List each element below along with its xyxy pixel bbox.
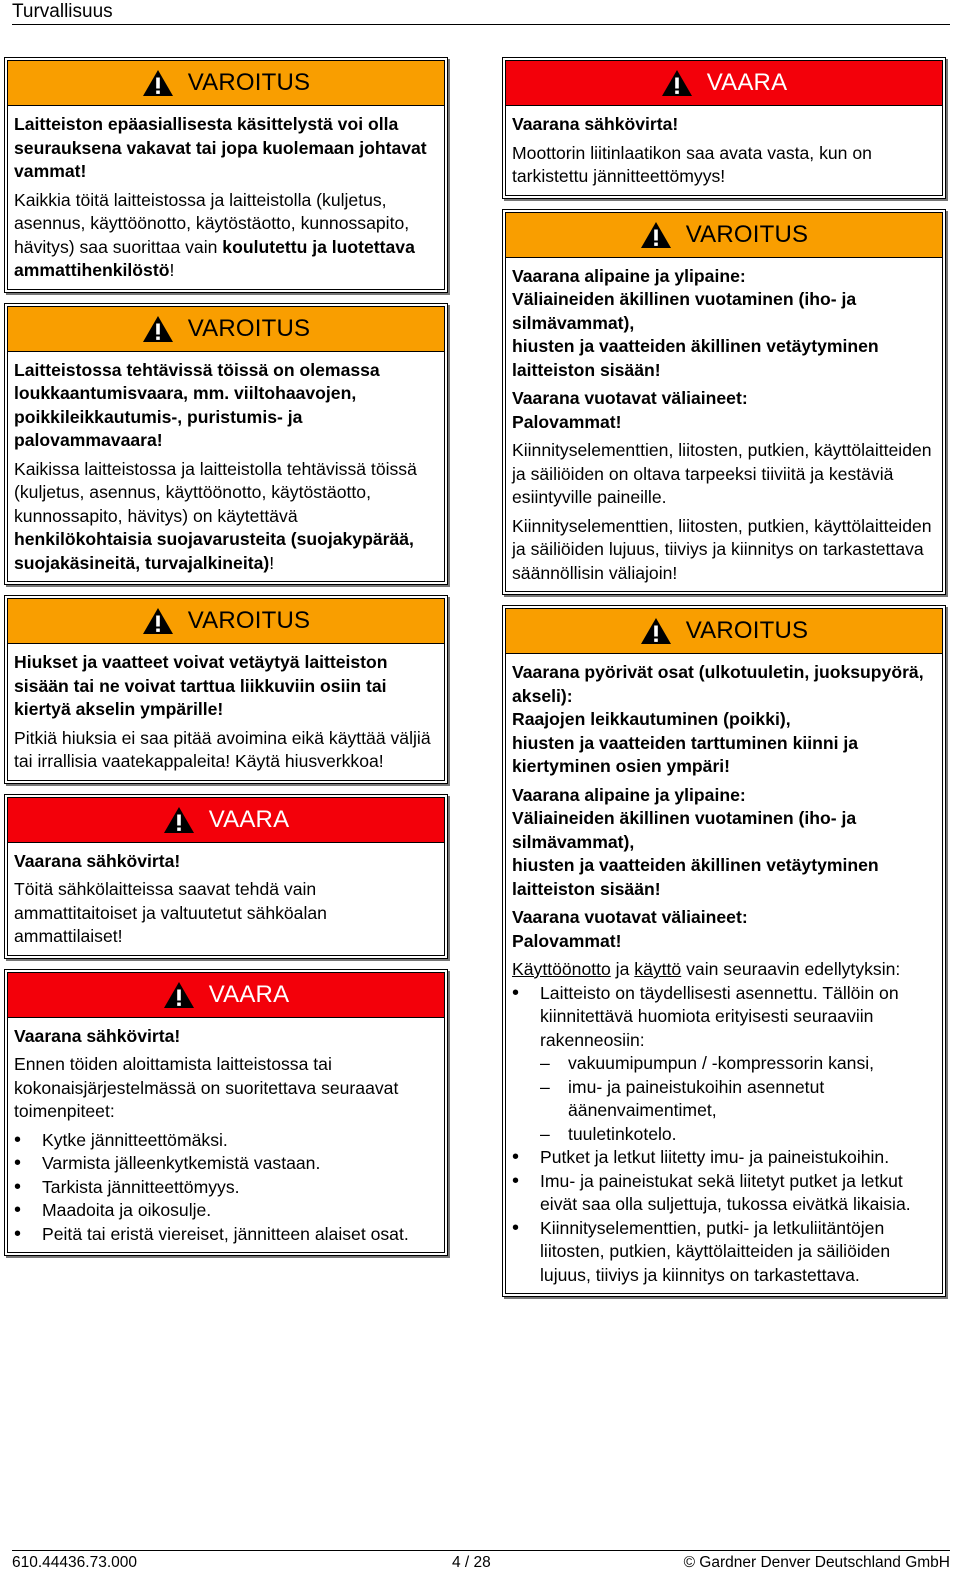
danger-header: [8, 798, 444, 843]
warning-label: VAROITUS: [187, 607, 311, 634]
danger-bold-text: Vaarana sähkövirta!: [14, 850, 181, 871]
warning-header: [506, 609, 942, 654]
danger-box-before-work: [4, 969, 448, 1257]
warning-body: [506, 258, 942, 592]
danger-label: VAARA: [208, 805, 290, 833]
list-item: • Kiinnityselementtien, putki- ja letkuliitäntöjen liitosten, putkien, käyttölaitteiden ja säiliöiden lujuus, tiiviys ja kiinnitys on tarkastettava.: [512, 1217, 936, 1288]
danger-bold-text: Vaarana sähkövirta!: [14, 1025, 181, 1046]
warning-triangle-icon: [661, 69, 693, 97]
warning-text: Kaikkia töitä laitteistossa ja laitteistolla (kuljetus, asennus, käyttöönotto, käytöstäotto, kunnossapito, hävitys) saa suorittaa vain koulutettu ja luotettava ammattihenkilöstö!: [14, 189, 415, 280]
warning-box-improper-handling: [4, 57, 448, 293]
warning-triangle-icon: [163, 806, 195, 834]
company-name: © Gardner Denver Deutschland GmbH: [683, 1554, 950, 1571]
warning-label: VAROITUS: [685, 220, 809, 248]
document-number: 610.44436.73.000: [12, 1554, 137, 1571]
list-item: • Imu- ja paineistukat sekä liitetyt putket ja letkut eivät saa olla suljettuja, tukossa eivätkä likaisia.: [512, 1170, 936, 1217]
warning-label: VAROITUS: [187, 69, 311, 96]
warning-triangle-icon: [142, 607, 174, 635]
danger-label: VAARA: [706, 69, 788, 96]
page-footer: [12, 1550, 950, 1581]
danger-body: [8, 843, 444, 955]
warning-body: [8, 352, 444, 582]
page-header-title: Turvallisuus: [12, 1, 113, 22]
warning-body: [506, 654, 942, 1293]
warning-box-injury-risk: [4, 303, 448, 586]
warning-triangle-icon: [142, 69, 174, 97]
danger-body: [506, 106, 942, 195]
list-item: • Tarkista jännitteettömyys.: [14, 1176, 438, 1200]
list-item: • Putket ja letkut liitetty imu- ja paineistukoihin.: [512, 1146, 936, 1170]
warning-body: [8, 106, 444, 289]
warning-bold-text: Laitteistossa tehtävissä töissä on olemassa loukkaantumisvaara, mm. viiltohaavojen, poikkileikkautumis-, puristumis- ja palovammavaara!: [14, 359, 380, 450]
list-item: • Varmista jälleenkytkemistä vastaan.: [14, 1152, 438, 1176]
danger-text: Ennen töiden aloittamista laitteistossa tai kokonaisjärjestelmässä on suoritettava seuraavat toimenpiteet:: [14, 1054, 399, 1121]
list-item: • Laitteisto on täydellisesti asennettu. Tällöin on kiinnitettävä huomiota erityisesti seuraaviin rakenneosiin: – vakuumipumpun / -kompressorin kansi, – imu- ja paineistukoihin asennetut äänenvaimentimet, – tuuletinkotelo.: [512, 982, 936, 1147]
danger-label: VAARA: [208, 980, 290, 1008]
danger-header: [506, 61, 942, 106]
danger-body: [8, 1018, 444, 1253]
list-item: – imu- ja paineistukoihin asennetut äänenvaimentimet,: [540, 1076, 936, 1123]
operation-link[interactable]: käyttö: [634, 959, 682, 979]
warning-bold-text: Vaarana vuotavat väliaineet: Palovammat!: [512, 907, 748, 951]
warning-box-rotating-parts: [502, 605, 946, 1297]
warning-header: [8, 307, 444, 352]
warning-bold-text: Hiukset ja vaatteet voivat vetäytyä laitteiston sisään tai ne voivat tarttua liikkuviin osiin tai kiertyä akselin ympärille!: [14, 652, 388, 719]
warning-bold-text: Laitteiston epäasiallisesta käsittelystä voi olla seurauksena vakavat tai jopa kuolemaan johtavat vammat!: [14, 114, 427, 181]
warning-text: Kiinnityselementtien, liitosten, putkien, käyttölaitteiden ja säiliöiden lujuus, tiiviys ja kiinnitys on tarkastettava säännöllisin väliajoin!: [512, 515, 932, 583]
danger-text: Moottorin liitinlaatikon saa avata vasta, kun on tarkistettu jännitteettömyys!: [512, 142, 872, 186]
commissioning-link[interactable]: Käyttöönotto: [512, 959, 611, 979]
list-item: • Maadoita ja oikosulje.: [14, 1199, 438, 1223]
warning-text: Käyttöönotto ja käyttö vain seuraavin edellytyksin:: [512, 959, 901, 979]
right-column: [502, 57, 946, 1307]
page-header: [12, 0, 950, 25]
warning-bold-text: Vaarana vuotavat väliaineet: Palovammat!: [512, 388, 748, 432]
danger-header: [8, 973, 444, 1018]
warning-label: VAROITUS: [187, 314, 311, 342]
list-item: • Peitä tai eristä viereiset, jännitteen alaiset osat.: [14, 1223, 438, 1247]
list-item: – tuuletinkotelo.: [540, 1123, 936, 1147]
list-item: – vakuumipumpun / -kompressorin kansi,: [540, 1052, 936, 1076]
danger-box-electrical-work: [4, 794, 448, 959]
warning-header: [8, 61, 444, 106]
danger-bold-text: Vaarana sähkövirta!: [512, 114, 679, 134]
warning-text: Pitkiä hiuksia ei saa pitää avoimina eikä käyttää väljiä tai irrallisia vaatekappaleita! Käytä hiusverkkoa!: [14, 727, 431, 771]
warning-box-pressure: [502, 209, 946, 596]
warning-triangle-icon: [163, 981, 195, 1009]
warning-label: VAROITUS: [685, 617, 809, 644]
warning-box-hair-clothing: [4, 595, 448, 784]
warning-bold-text: Vaarana alipaine ja ylipaine: Väliaineiden äkillinen vuotaminen (iho- ja silmävammat), hiusten ja vaatteiden äkillinen vetäytyminen laitteiston sisään!: [512, 784, 879, 899]
warning-body: [8, 644, 444, 780]
safety-steps-list: [14, 1129, 438, 1247]
warning-text: Kiinnityselementtien, liitosten, putkien, käyttölaitteiden ja säiliöiden on oltava tarpeeksi tiiviitä ja kestäviä esiintyville paineille.: [512, 440, 932, 507]
list-item: • Kytke jännitteettömäksi.: [14, 1129, 438, 1153]
warning-bold-text: Vaarana pyörivät osat (ulkotuuletin, juoksupyörä, akseli): Raajojen leikkautuminen (poikki), hiusten ja vaatteiden tarttuminen kiinni ja kiertyminen osien ympäri!: [512, 662, 924, 776]
components-sublist: [540, 1052, 936, 1146]
warning-header: [8, 599, 444, 644]
conditions-list: [512, 982, 936, 1288]
danger-text: Töitä sähkölaitteissa saavat tehdä vain ammattitaitoiset ja valtuutetut sähköalan ammattilaiset!: [14, 879, 327, 946]
danger-box-terminal-box: [502, 57, 946, 199]
page-number: 4 / 28: [452, 1554, 491, 1571]
warning-text: Kaikissa laitteistossa ja laitteistolla tehtävissä töissä (kuljetus, asennus, käyttöönotto, käytöstäotto, kunnossapito, hävitys) on käytettävä henkilökohtaisia suojavarusteita (suojakypärää, suojakäsineitä, turvajalkineita)!: [14, 458, 417, 573]
warning-triangle-icon: [640, 617, 672, 645]
warning-header: [506, 213, 942, 258]
warning-triangle-icon: [142, 315, 174, 343]
warning-triangle-icon: [640, 221, 672, 249]
left-column: [4, 57, 448, 1266]
warning-bold-text: Vaarana alipaine ja ylipaine: Väliaineiden äkillinen vuotaminen (iho- ja silmävammat), hiusten ja vaatteiden äkillinen vetäytyminen laitteiston sisään!: [512, 265, 879, 380]
